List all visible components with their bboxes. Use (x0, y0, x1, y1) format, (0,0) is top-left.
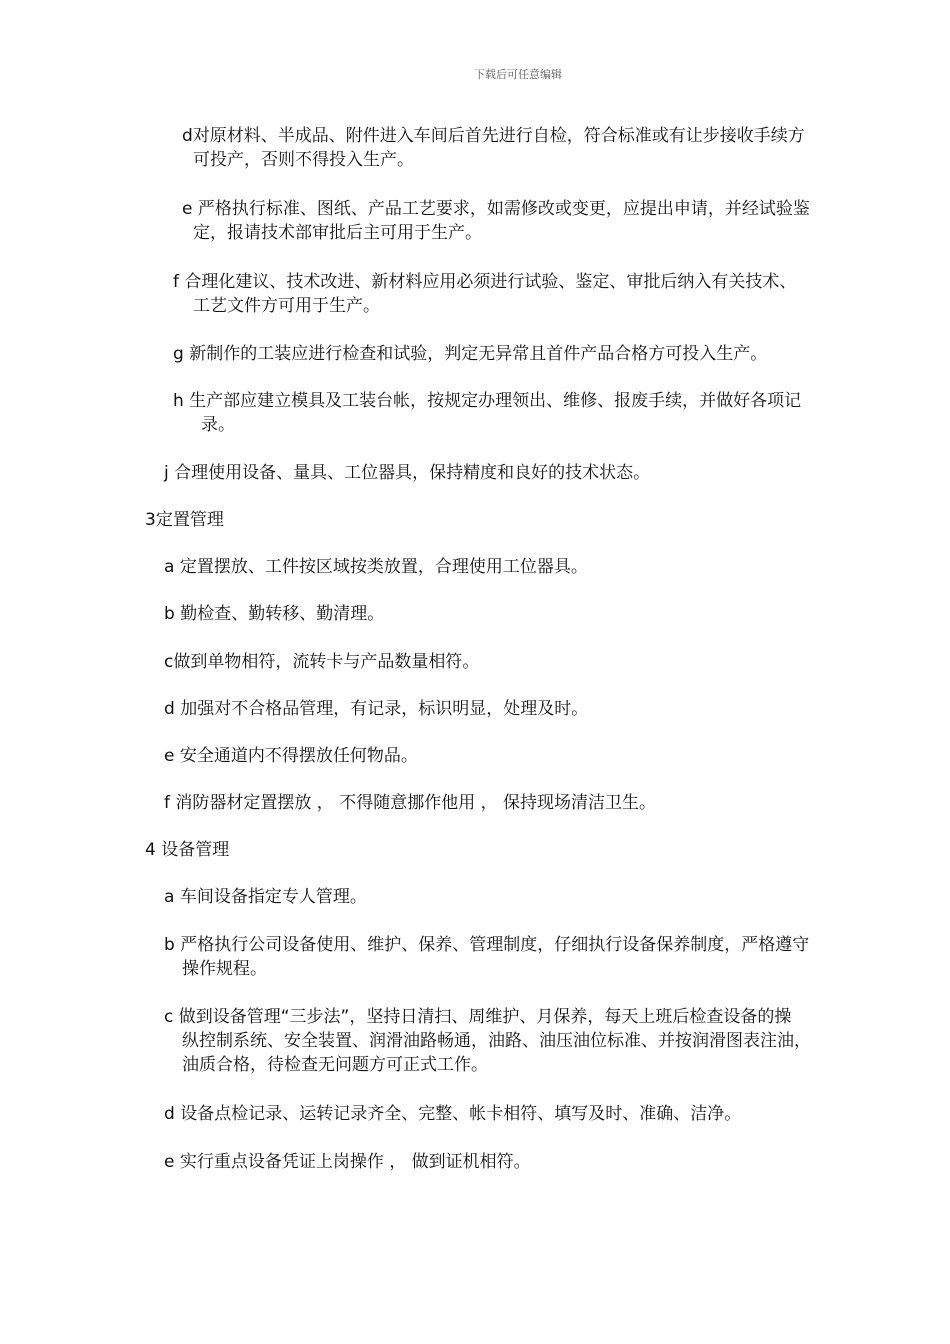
paragraph-line: h 生产部应建立模具及工装台帐，按规定办理领出、维修、报废手续，并做好各项记 (173, 391, 802, 411)
paragraph-line: 录。 (201, 415, 235, 435)
paragraph-line: 纵控制系统、安全装置、润滑油路畅通，油路、油压油位标准、并按润滑图表注油， (182, 1031, 811, 1051)
paragraph-c (164, 1005, 811, 1077)
paragraph-line: 4 设备管理 (145, 840, 230, 860)
paragraph-line: j 合理使用设备、量具、工位器具，保持精度和良好的技术状态。 (164, 463, 651, 483)
paragraph-b (164, 602, 384, 626)
paragraph-line: 3定置管理 (145, 510, 224, 530)
paragraph-j (164, 461, 650, 485)
paragraph-a (164, 885, 367, 909)
paragraph-line: g 新制作的工装应进行检查和试验，判定无异常且首件产品合格方可投入生产。 (173, 344, 768, 364)
section-heading (145, 838, 229, 862)
paragraph-line: a 定置摆放、工件按区域按类放置，合理使用工位器具。 (164, 557, 588, 577)
paragraph-e (164, 744, 418, 768)
paragraph-line: 油质合格，待检查无问题方可正式工作。 (182, 1055, 488, 1075)
paragraph-line: b 严格执行公司设备使用、维护、保养、管理制度，仔细执行设备保养制度，严格遵守 (164, 935, 810, 955)
paragraph-d (182, 124, 805, 172)
paragraph-f (164, 791, 656, 815)
section-heading (145, 508, 224, 532)
paragraph-e (164, 1150, 531, 1174)
paragraph-e (182, 197, 810, 245)
paragraph-line: a 车间设备指定专人管理。 (164, 887, 367, 907)
paragraph-line: b 勤检查、勤转移、勤清理。 (164, 604, 385, 624)
paragraph-line: e 严格执行标准、图纸、产品工艺要求，如需修改或变更，应提出申请，并经试验鉴 (182, 199, 810, 219)
paragraph-line: d对原材料、半成品、附件进入车间后首先进行自检，符合标准或有让步接收手续方 (182, 126, 805, 146)
paragraph-line: e 安全通道内不得摆放任何物品。 (164, 746, 418, 766)
paragraph-g (173, 342, 767, 366)
paragraph-line: f 合理化建议、技术改进、新材料应用必须进行试验、鉴定、审批后纳入有关技术、 (173, 272, 797, 292)
paragraph-a (164, 555, 588, 579)
paragraph-line: e 实行重点设备凭证上岗操作 ， 做到证机相符。 (164, 1152, 531, 1172)
paragraph-f (173, 270, 796, 318)
paragraph-line: d 设备点检记录、运转记录齐全、完整、帐卡相符、填写及时、准确、洁净。 (164, 1104, 742, 1124)
paragraph-d (164, 697, 588, 721)
paragraph-line: 定，报请技术部审批后主可用于生产。 (193, 223, 482, 243)
paragraph-line: c 做到设备管理“三步法”，坚持日清扫、周维护、月保养，每天上班后检查设备的操 (164, 1007, 792, 1027)
paragraph-line: c做到单物相符，流转卡与产品数量相符。 (164, 652, 480, 672)
paragraph-line: 操作规程。 (182, 959, 267, 979)
paragraph-line: 可投产，否则不得投入生产。 (193, 150, 414, 170)
paragraph-line: 工艺文件方可用于生产。 (193, 296, 380, 316)
paragraph-line: d 加强对不合格品管理，有记录，标识明显，处理及时。 (164, 699, 589, 719)
paragraph-b (164, 933, 809, 981)
page-header: 下载后可任意编辑 (474, 68, 562, 81)
paragraph-c (164, 650, 479, 674)
paragraph-line: f 消防器材定置摆放 ， 不得随意挪作他用 ， 保持现场清洁卫生。 (164, 793, 657, 813)
paragraph-d (164, 1102, 741, 1126)
paragraph-h (173, 389, 801, 437)
